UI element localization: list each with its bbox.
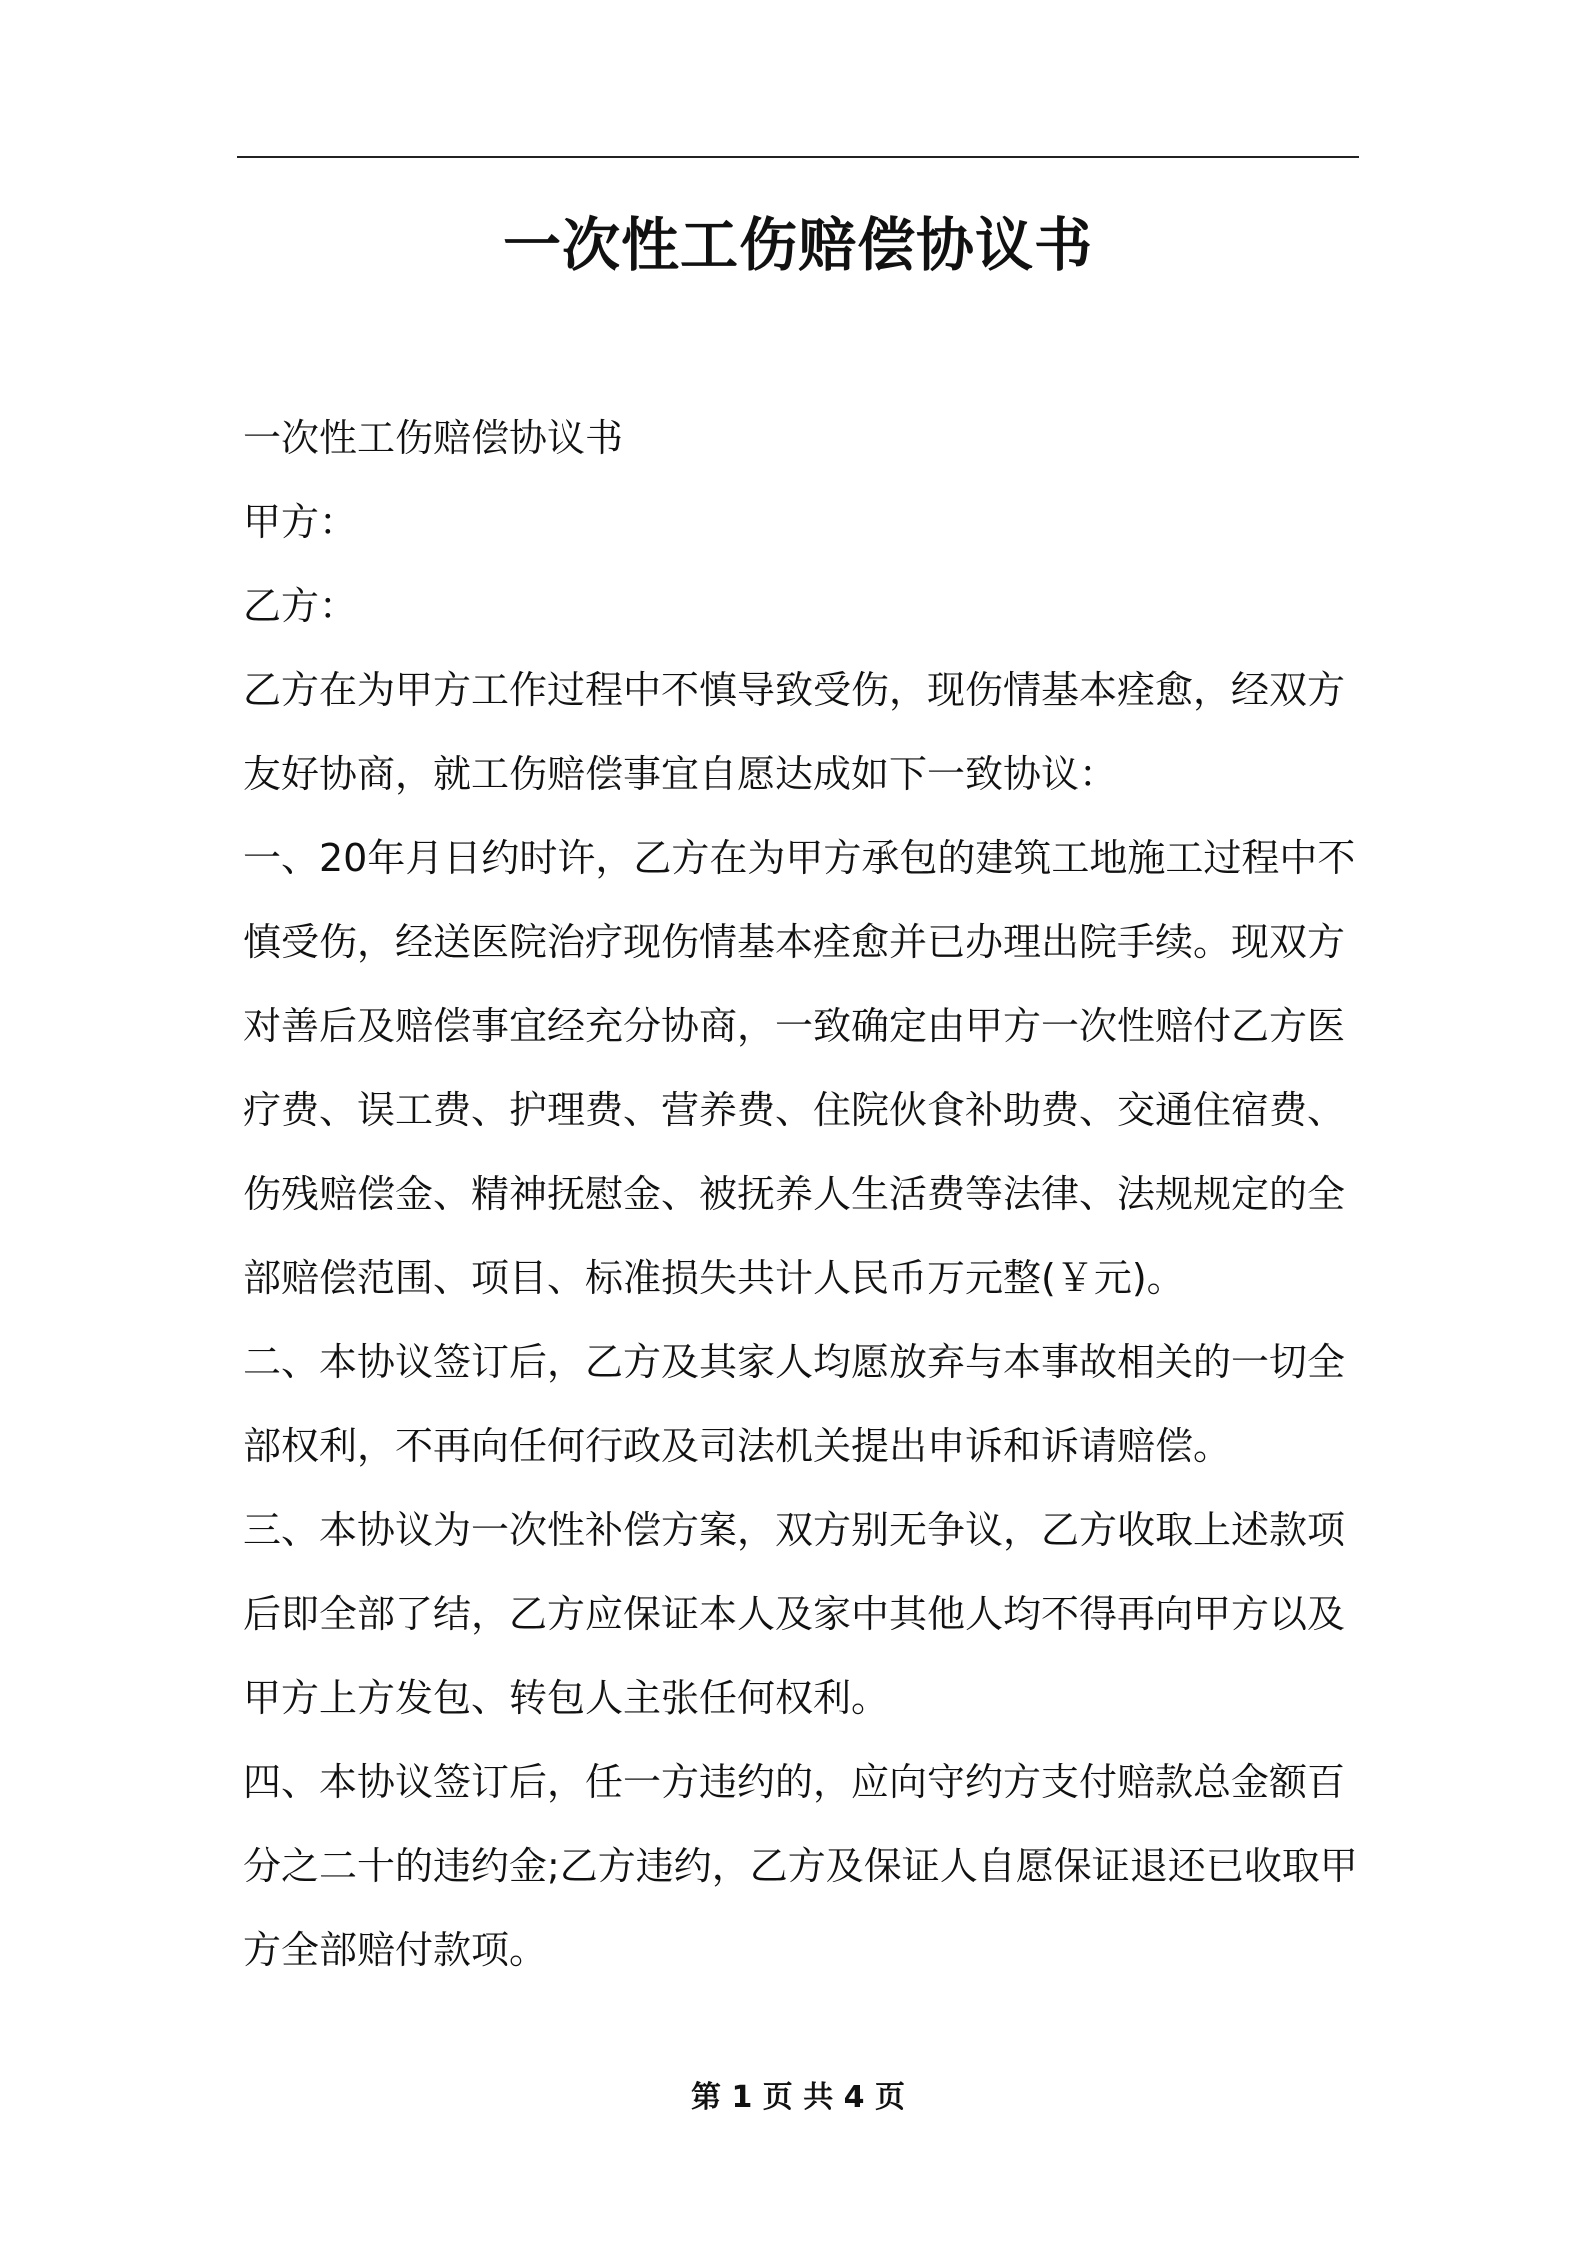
header-rule xyxy=(237,156,1359,158)
page-number: 第 1 页 共 4 页 xyxy=(691,2080,905,2115)
intro-paragraph: 乙方在为甲方工作过程中不慎导致受伤，现伤情基本痊愈，经双方友好协商，就工伤赔偿事宜自愿达成如下一致协议： xyxy=(243,668,1346,796)
document-body xyxy=(243,396,1363,1992)
party-a-line: 甲方： xyxy=(243,500,358,544)
party-b-line: 乙方： xyxy=(243,584,358,628)
document-title: 一次性工伤赔偿协议书 xyxy=(502,211,1093,279)
clause-4: 四、本协议签订后，任一方违约的，应向守约方支付赔款总金额百分之二十的违约金;乙方违约，乙方及保证人自愿保证退还已收取甲方全部赔付款项。 xyxy=(243,1760,1358,1972)
clause-3: 三、本协议为一次性补偿方案，双方别无争议，乙方收取上述款项后即全部了结，乙方应保证本人及家中其他人均不得再向甲方以及甲方上方发包、转包人主张任何权利。 xyxy=(243,1508,1346,1720)
clause-1: 一、20年月日约时许，乙方在为甲方承包的建筑工地施工过程中不慎受伤，经送医院治疗现伤情基本痊愈并已办理出院手续。现双方对善后及赔偿事宜经充分协商，一致确定由甲方一次性赔付乙方医疗费、误工费、护理费、营养费、住院伙食补助费、交通住宿费、伤残赔偿金、精神抚慰金、被抚养人生活费等法律、法规规定的全部赔偿范围、项目、标准损失共计人民币万元整(￥元)。 xyxy=(243,836,1356,1300)
clause-2: 二、本协议签订后，乙方及其家人均愿放弃与本事故相关的一切全部权利，不再向任何行政及司法机关提出申诉和诉请赔偿。 xyxy=(243,1340,1346,1468)
body-heading: 一次性工伤赔偿协议书 xyxy=(243,416,624,460)
